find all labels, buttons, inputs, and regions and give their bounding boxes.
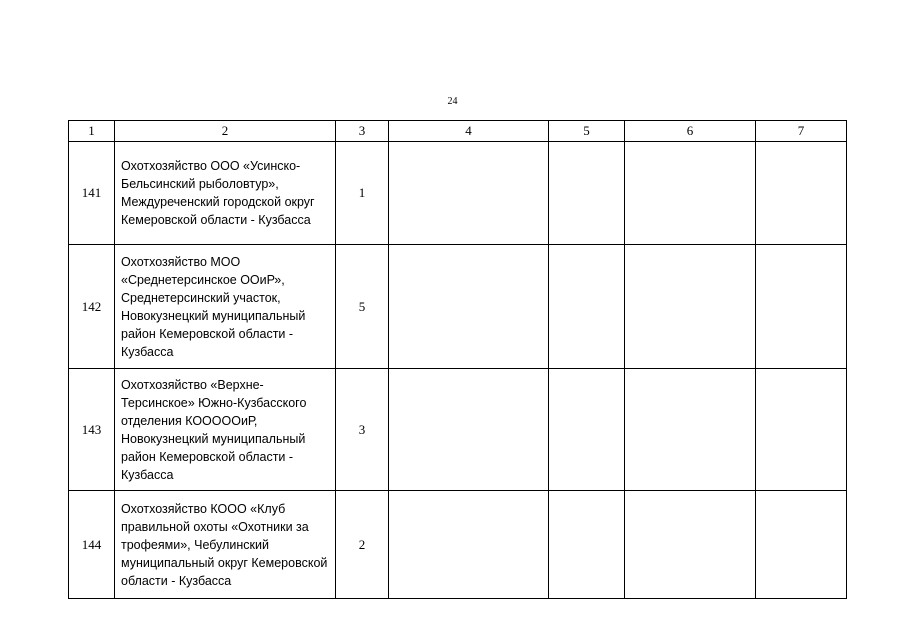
hunting-ground-name: Охотхозяйство МОО «Среднетерсинское ООиР», Среднетерсинский участок, Новокузнецкий муниципальный район Кемеровской области - Кузбасса xyxy=(115,245,336,369)
page-number: 24 xyxy=(447,96,458,107)
table-row xyxy=(69,491,847,599)
cell-col-4 xyxy=(389,491,549,599)
cell-col-4 xyxy=(389,245,549,369)
hunting-ground-name: Охотхозяйство КООО «Клуб правильной охоты «Охотники за трофеями», Чебулинский муниципальный округ Кемеровской области - Кузбасса xyxy=(115,491,336,599)
table-row xyxy=(69,369,847,491)
quantity-cell: 1 xyxy=(336,142,389,245)
row-number: 141 xyxy=(69,142,115,245)
row-number: 143 xyxy=(69,369,115,491)
cell-col-4 xyxy=(389,369,549,491)
data-table xyxy=(68,120,847,599)
cell-col-4 xyxy=(389,142,549,245)
cell-col-6 xyxy=(625,369,756,491)
column-header: 4 xyxy=(389,121,549,142)
cell-col-5 xyxy=(549,369,625,491)
column-header: 5 xyxy=(549,121,625,142)
column-header: 3 xyxy=(336,121,389,142)
quantity-cell: 2 xyxy=(336,491,389,599)
cell-col-6 xyxy=(625,142,756,245)
quantity-cell: 5 xyxy=(336,245,389,369)
row-number: 144 xyxy=(69,491,115,599)
cell-col-7 xyxy=(756,491,847,599)
table-row xyxy=(69,142,847,245)
column-header: 6 xyxy=(625,121,756,142)
cell-col-5 xyxy=(549,491,625,599)
cell-col-7 xyxy=(756,245,847,369)
table-row xyxy=(69,245,847,369)
cell-col-7 xyxy=(756,369,847,491)
column-header: 2 xyxy=(115,121,336,142)
cell-col-6 xyxy=(625,491,756,599)
row-number: 142 xyxy=(69,245,115,369)
hunting-ground-name: Охотхозяйство «Верхне-Терсинское» Южно-Кузбасского отделения КОООООиР, Новокузнецкий муниципальный район Кемеровской области - Кузбасса xyxy=(115,369,336,491)
cell-col-5 xyxy=(549,245,625,369)
cell-col-6 xyxy=(625,245,756,369)
hunting-ground-name: Охотхозяйство ООО «Усинско-Бельсинский рыболовтур», Междуреченский городской округ Кемеровской области - Кузбасса xyxy=(115,142,336,245)
cell-col-7 xyxy=(756,142,847,245)
column-header: 1 xyxy=(69,121,115,142)
table-header-row xyxy=(69,121,847,142)
column-header: 7 xyxy=(756,121,847,142)
cell-col-5 xyxy=(549,142,625,245)
quantity-cell: 3 xyxy=(336,369,389,491)
